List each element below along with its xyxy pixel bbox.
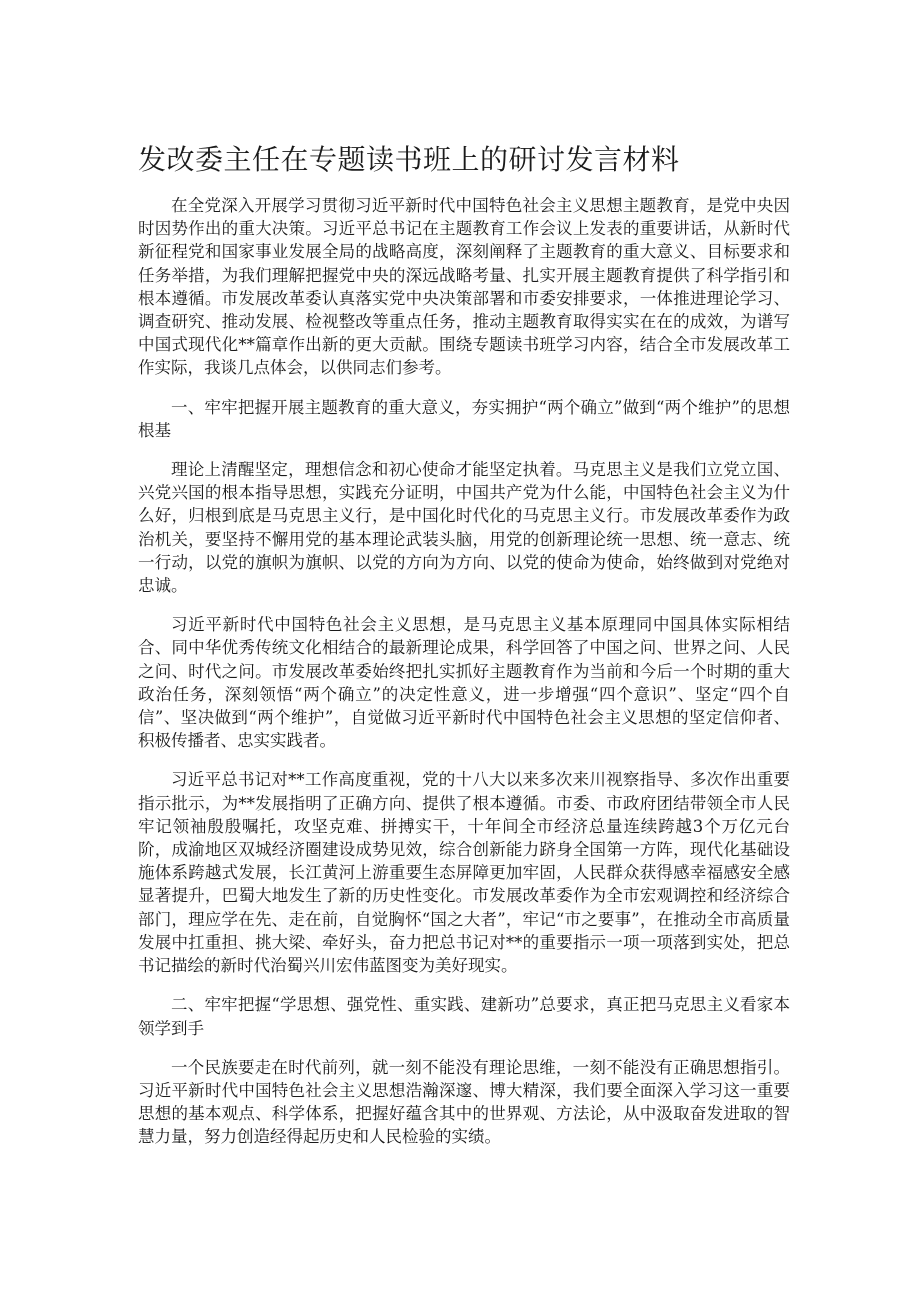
section-1-paragraph-1: 理论上清醒坚定，理想信念和初心使命才能坚定执着。马克思主义是我们立党立国、兴党兴国的根本指导思想，实践充分证明，中国共产党为什么能，中国特色社会主义为什么好，归根到底是马克思主义行，是中国化时代化的马克思主义行。市发展改革委作为政治机关，要坚持不懈用党的基本理论武装头脑，用党的创新理论统一思想、统一意志、统一行动，以党的旗帜为旗帜、以党的方向为方向、以党的使命为使命，始终做到对党绝对忠诚。	[138, 460, 790, 596]
document-body	[138, 140, 790, 1165]
document-title: 发改委主任在专题读书班上的研讨发言材料	[138, 143, 680, 176]
section-1-paragraph-2: 习近平新时代中国特色社会主义思想，是马克思主义基本原理同中国具体实际相结合、同中华优秀传统文化相结合的最新理论成果，科学回答了中国之问、世界之问、人民之问、时代之问。市发展改革委始终把扎实抓好主题教育作为当前和今后一个时期的重大政治任务，深刻领悟“两个确立”的决定性意义，进一步增强“四个意识”、坚定“四个自信”、坚决做到“两个维护”，自觉做习近平新时代中国特色社会主义思想的坚定信仰者、积极传播者、忠实实践者。	[138, 615, 790, 751]
section-1-paragraph-3: 习近平总书记对**工作高度重视，党的十八大以来多次来川视察指导、多次作出重要指示批示，为**发展指明了正确方向、提供了根本遵循。市委、市政府团结带领全市人民牢记领袖殷殷嘱托，攻坚克难、拼搏实干，十年间全市经济总量连续跨越3个万亿元台阶，成渝地区双城经济圈建设成势见效，综合创新能力跻身全国第一方阵，现代化基础设施体系跨越式发展，长江黄河上游重要生态屏障更加牢固，人民群众获得感幸福感安全感显著提升，巴蜀大地发生了新的历史性变化。市发展改革委作为全市宏观调控和经济综合部门，理应学在先、走在前，自觉胸怀“国之大者”，牢记“市之要事”，在推动全市高质量发展中扛重担、挑大梁、牵好头，奋力把总书记对**的重要指示一项一项落到实处，把总书记描绘的新时代治蜀兴川宏伟蓝图变为美好现实。	[138, 770, 790, 976]
section-2-heading: 二、牢牢把握“学思想、强党性、重实践、建新功”总要求，真正把马克思主义看家本领学到手	[138, 995, 790, 1038]
section-2-paragraph-1: 一个民族要走在时代前列，就一刻不能没有理论思维，一刻不能没有正确思想指引。习近平新时代中国特色社会主义思想浩瀚深邃、博大精深，我们要全面深入学习这一重要思想的基本观点、科学体系，把握好蕴含其中的世界观、方法论，从中汲取奋发进取的智慧力量，努力创造经得起历史和人民检验的实绩。	[138, 1057, 790, 1147]
section-1-heading: 一、牢牢把握开展主题教育的重大意义，夯实拥护“两个确立”做到“两个维护”的思想根基	[138, 397, 790, 440]
intro-paragraph: 在全党深入开展学习贯彻习近平新时代中国特色社会主义思想主题教育，是党中央因时因势作出的重大决策。习近平总书记在主题教育工作会议上发表的重要讲话，从新时代新征程党和国家事业发展全局的战略高度，深刻阐释了主题教育的重大意义、目标要求和任务举措，为我们理解把握党中央的深远战略考量、扎实开展主题教育提供了科学指引和根本遵循。市发展改革委认真落实党中央决策部署和市委安排要求，一体推进理论学习、调查研究、推动发展、检视整改等重点任务，推动主题教育取得实实在在的成效，为谱写中国式现代化**篇章作出新的更大贡献。围绕专题读书班学习内容，结合全市发展改革工作实际，我谈几点体会，以供同志们参考。	[138, 196, 790, 378]
